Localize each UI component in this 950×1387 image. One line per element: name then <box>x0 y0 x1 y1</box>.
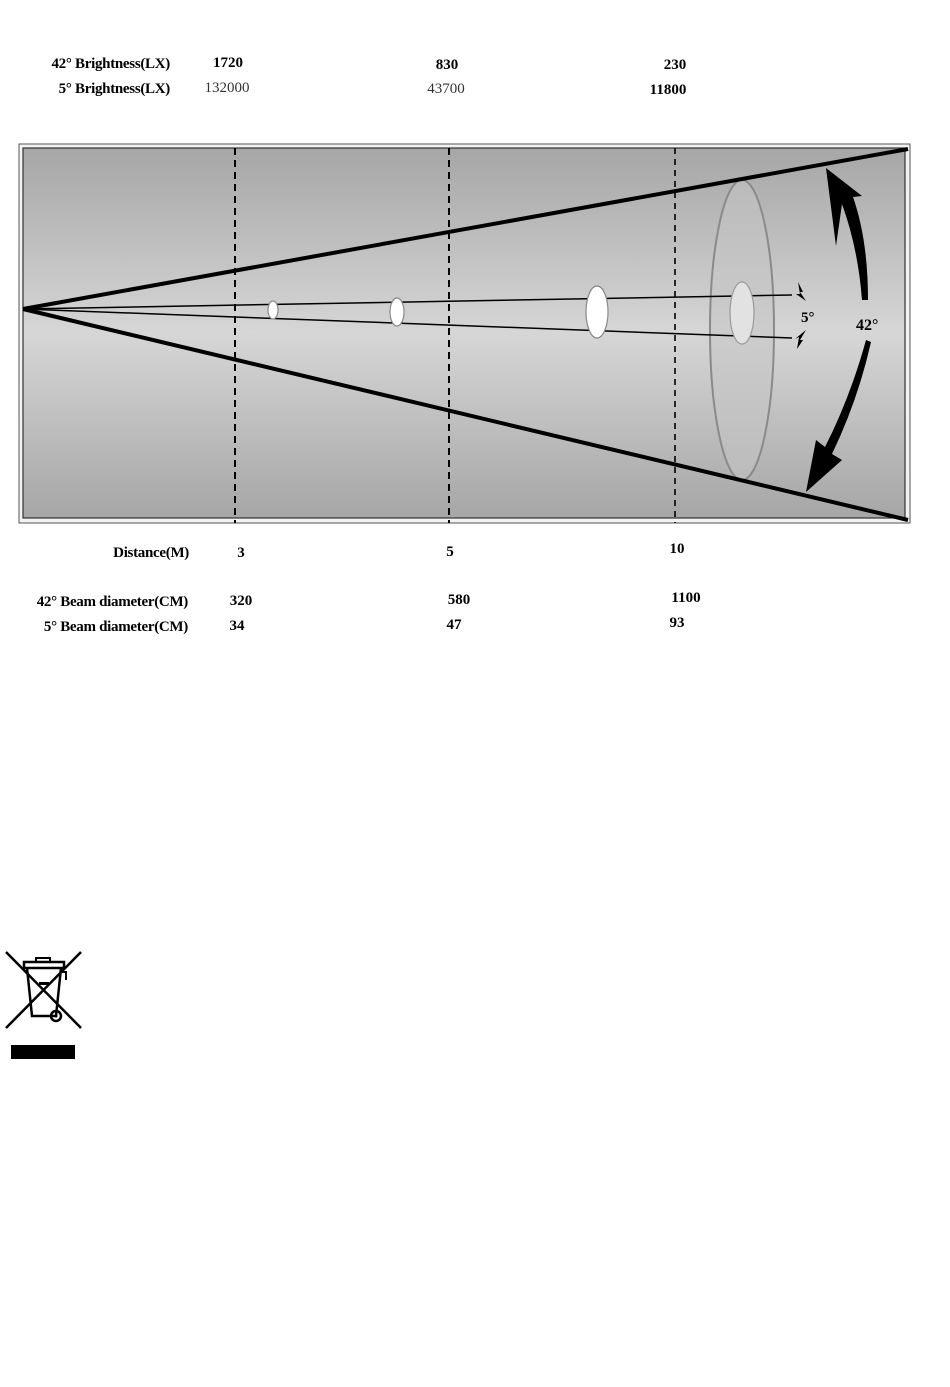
beam-diameter-42-value-10m: 1100 <box>671 590 701 606</box>
beam-diameter-5-value-10m: 93 <box>669 615 685 631</box>
beam-spot-5-5m <box>390 298 404 326</box>
wide-angle-label: 42° <box>856 317 879 334</box>
beam-spot-5-10m <box>730 282 754 344</box>
distance-value-10: 10 <box>669 541 685 557</box>
beam-spot-5-3m <box>268 301 278 319</box>
beam-diameter-42-value-3m: 320 <box>229 593 253 609</box>
brightness-5-label: 5° Brightness(LX) <box>58 81 170 97</box>
brightness-5-value-5m: 43700 <box>427 81 465 97</box>
brightness-5-value-10m: 11800 <box>649 82 687 98</box>
narrow-angle-label: 5° <box>801 310 815 326</box>
distance-label: Distance(M) <box>113 545 189 561</box>
brightness-42-value-10m: 230 <box>663 57 687 73</box>
beam-diameter-5-value-5m: 47 <box>446 617 462 633</box>
beam-diameter-42-label: 42° Beam diameter(CM) <box>36 594 188 610</box>
beam-diameter-5-label: 5° Beam diameter(CM) <box>43 619 188 635</box>
brightness-42-label: 42° Brightness(LX) <box>51 56 170 72</box>
brightness-42-value-5m: 830 <box>435 57 459 73</box>
beam-spot-5-8m <box>586 286 608 338</box>
distance-value-3: 3 <box>237 545 245 561</box>
crossed-out-wheelie-bin-icon <box>4 950 84 1062</box>
beam-diameter-5-value-3m: 34 <box>229 618 245 634</box>
beam-diameter-42-value-5m: 580 <box>447 592 471 608</box>
brightness-42-value-3m: 1720 <box>213 55 243 71</box>
distance-value-5: 5 <box>446 544 454 560</box>
brightness-5-value-3m: 132000 <box>204 80 250 96</box>
